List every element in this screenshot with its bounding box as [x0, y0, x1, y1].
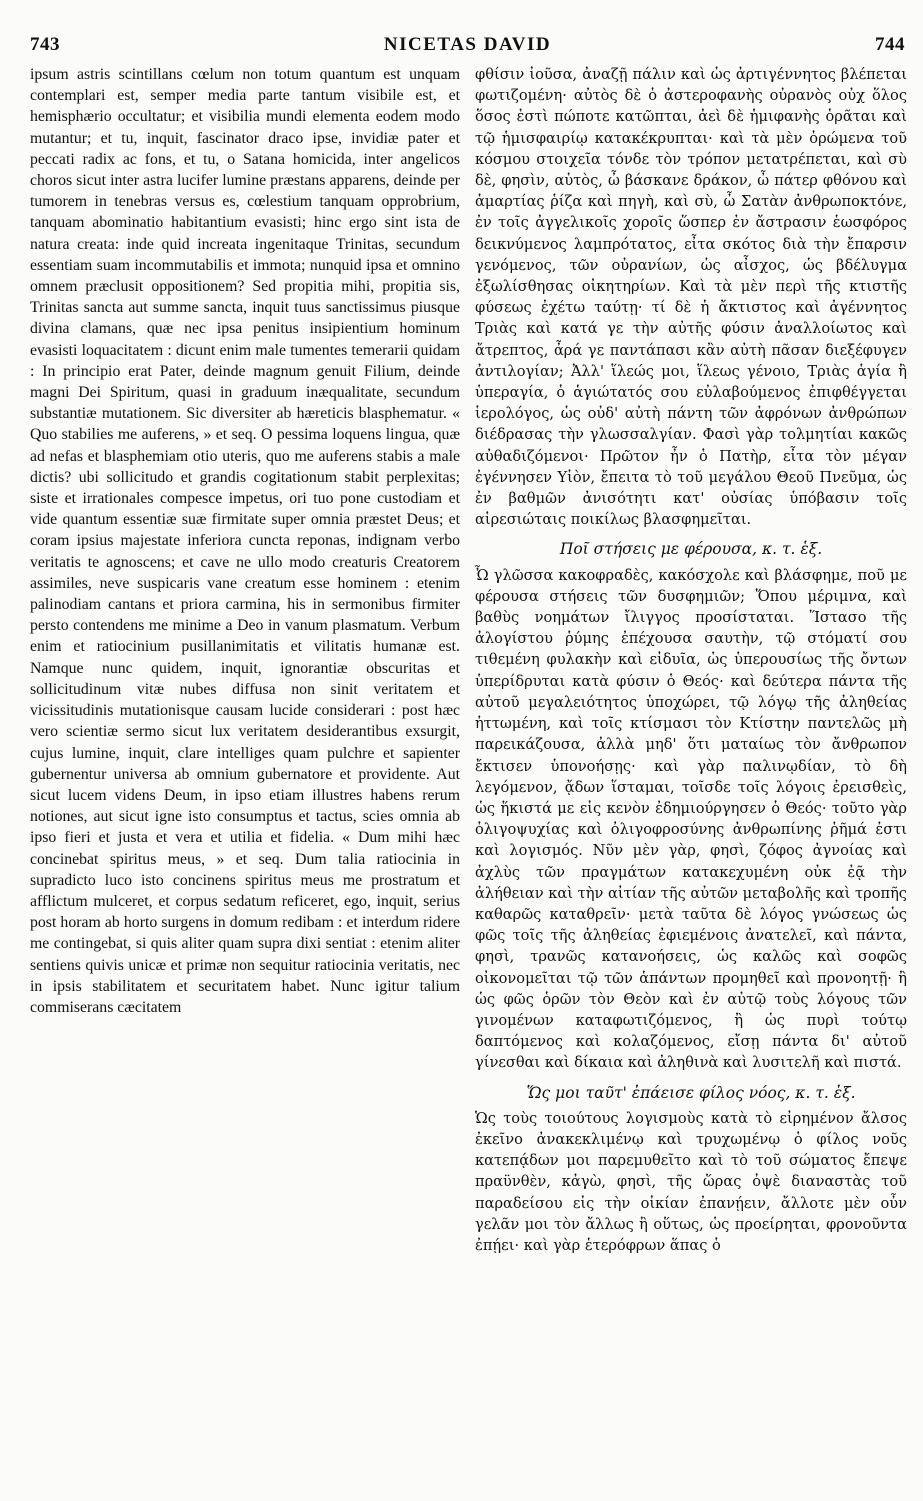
greek-lemma-2: Ὥς μοι ταῦτ' ἐπάεισε φίλος νόος, κ. τ. ἑξ.	[526, 1083, 856, 1102]
greek-column	[475, 64, 907, 1493]
greek-paragraph-1: φθίσιν ἰοῦσα, ἀναζῇ πάλιν καὶ ὡς ἀρτιγέννητος βλέπεται φωτιζομένη· αὐτὸς δὲ ὁ ἀστεροφανὴς οὐρανὸς οὐχ ὅλος ὅσος ἐστὶ πώποτε κατῶπται, ἀεὶ δὲ ἡμιφανὴς ὁρᾶται καὶ τῷ ἡμισφαιρίῳ κατακέκρυπται· καὶ τὰ μὲν ὁρώμενα τοῦ κόσμου στοιχεῖα τόνδε τὸν τρόπον μετατρέπεται, καὶ σὺ δὲ, φησὶν, αὐτὸς, ὦ βάσκανε δράκον, ὦ πάτερ φθόνου καὶ ἁμαρτίας ῥίζα καὶ πηγὴ, καὶ σὺ, ὦ Σατὰν ἀνθρωποκτόνε, ἐν τοῖς ἀγγελικοῖς χοροῖς ὥσπερ ἐν ἄστρασιν ἑωσφόρος δεικνύμενος λαμπρότατος, εἶτα σκότος διὰ τὴν ἔπαρσιν γενόμενος, τῶν οὐρανίων, ὡς αἶσχος, ὡς βδέλυγμα ἐξωλίσθησας οἰκητηρίων. Καὶ τὰ μὲν περὶ τῆς κτιστῆς φύσεως ἐχέτω ταύτῃ· τί δὲ ἡ ἄκτιστος καὶ ἀγέννητος Τριὰς καὶ κατά γε τὴν αὐτῆς φύσιν ἀναλλοίωτος καὶ ἄτρεπτος, ἆρά γε παντάπασι κἂν αὐτὴ πᾶσαν διεξέφυγεν ἀντιλογίαν; Ἀλλ' ἵλεώς μοι, ἵλεως γένοιο, Τριὰς ἁγία ἢ ὑπεραγία, ὁ ἁγιώτατός σου εὐλαβούμενος ἐπιφθέγγεται ἱερολόγος, ὡς οὐδ' αὐτὴ πάντη τῶν ἀφρόνων ἀνθρώπων διέδρασας τὴν γλωσσαλγίαν. Φασὶ γὰρ τολμητίαι κακῶς αὐθαδιζόμενοι· Πρῶτον ἦν ὁ Πατὴρ, εἶτα τὸν μέγαν ἐγέννησεν Υἱὸν, ἔπειτα τὸ τοῦ μεγάλου Θεοῦ Πνεῦμα, ὡς ἐν βαθμῶν ἀνισότητι κατ' οὐσίας ὑπόβασιν τοῖς αἱρεσιώταις ποικίλως βλασφημεῖται.	[475, 66, 907, 529]
latin-column	[30, 64, 460, 1493]
page-number-right: 744	[874, 34, 905, 55]
greek-paragraph-2: Ὦ γλῶσσα κακοφραδὲς, κακόσχολε καὶ βλάσφημε, ποῦ με φέρουσα στήσεις τῶν δυσφημιῶν; Ὅπου μέριμνα, καὶ βαθὺς νοημάτων ἴλιγγος προσίσταται. Ἵστασο τῆς ἀλογίστου ῥύμης ἐπέχουσα σαυτὴν, τῷ στόματί σου τιθεμένη φυλακὴν καὶ εἰδυῖα, ὡς ὑπερουσίως τῆς ὄντων ὑπερίδρυται κατὰ φύσιν ὁ Θεός· καὶ δεύτερα πάντα τῆς αὐτοῦ μεγαλειότητος ὑποχώρει, τῷ λόγῳ τῆς ἀληθείας ἡττωμένη, καὶ τοῖς κτίσμασι τὸν Κτίστην παντελῶς μὴ παρεικάζουσα, ἀλλὰ μηδ' ὅτι ματαίως τὸν ἄνθρωπον ἔκτισεν ὑπονοήσῃς· καὶ γὰρ παλινῳδίαν, τὸ δὴ λεγόμενον, ᾄδων ἵσταμαι, τοῖσδε τοῖς λόγοις ἐρεισθεὶς, ὡς ἥκιστά με εἰς κενὸν ἐδημιούργησεν ὁ Θεός· τοῦτο γὰρ ὀλιγοψυχίας καὶ ὀλιγοφροσύνης ἀνθρωπίνης ῥῆμά ἐστι καὶ λογισμός. Νῦν μὲν γὰρ, φησὶ, ζόφος ἀγνοίας καὶ ἀχλὺς τῶν πραγμάτων κατακεχυμένη οὐκ ἐᾷ τὴν ἀλήθειαν καὶ τὴν αἰτίαν τῆς αὐτῶν μεταβολῆς καὶ τροπῆς καθαρῶς καταθρεῖν· μετὰ ταῦτα δὲ λόγος γνώσεως ὡς φῶς τοῖς τῆς ἀληθείας ἐφιεμένοις ἀνατελεῖ, καὶ πάντα, φησὶ, τρανῶς κατανοήσεις, ὡς καλῶς καὶ σοφῶς οἰκονομεῖται τῷ τῶν ἁπάντων προμηθεῖ καὶ προνοητῇ· ἢ ὡς φῶς ὁρῶν τὸν Θεὸν καὶ ἐν αὐτῷ τοὺς λόγους τῶν γινομένων καταφωτιζόμενος, ἢ ὡς πυρὶ τούτῳ δαπτόμενος καὶ κολαζόμενος, εἴσῃ πάντα δι' αὐτοῦ γίνεσθαι καὶ δίκαια καὶ ἀληθινὰ καὶ λυσιτελῆ καὶ πιστά.	[475, 566, 907, 1072]
greek-paragraph-3: Ὡς τοὺς τοιούτους λογισμοὺς κατὰ τὸ εἰρημένον ἄλσος ἐκεῖνο ἀνακεκλιμένῳ καὶ τρυχωμένῳ ὁ φίλος νοῦς κατεπᾴδων μοι παρεμυθεῖτο καὶ τὸ τοῦ σώματος ἔπεψε πραϋνθὲν, κἀγὼ, φησὶ, τῆς ὥρας ὀψὲ διαναστὰς τοῦ παραδείσου εἰς τὴν οἰκίαν ἐπανῄειν, ἄλλοτε μὲν οὖν γελᾶν μοι τὸν ἄλλως ἢ οὕτως, ὡς προείρηται, φρονοῦντα ἐπῄει· καὶ γὰρ ἑτερόφρων ἅπας ὁ	[475, 1109, 907, 1254]
latin-text: ipsum astris scintillans cœlum non totum quantum est unquam contemplari est, semper media parte tantum visibile est, et hemisphærio occultatur; et visibilia mundi elementa eodem modo mutantur; et tu, inquit, fascinator draco ipse, invidiæ pater et peccati radix ac fons, et tu, o Satana homicida, inter angelicos choros sicut inter astra lucifer lumine præstans apparens, deinde per tumorem in tenebras versus es, cœlestium tanquam opprobrium, tanquam abominatio habitantium evasisti; hinc ergo sint ista de natura creata: inde quid increata ingenitaque Trinitas, secundum essentiam suam incommutabilis et immota; nunquid ipsa et omnino omnem præclusit oppositionem? Sed propitia mihi, propitia sis, Trinitas sancta aut summe sancta, inquit tuus sanctissimus piusque divina clamans, quæ nec ipsa penitus insipientium hominum evasisti loquacitatem : dicunt enim male tumentes temerarii quidam : In principio erat Pater, deinde magnum genuit Filium, deinde magni Dei Spiritum, quasi in graduum inæqualitate, secundum substantiæ mutationem. Sic diversiter ab hæreticis blasphematur. « Quo stabilies me auferens, » et seq. O pessima loquens lingua, quæ ad nefas et blasphemiam otio uteris, quo me auferens stabis a male dictis? ubi sollicitudo et grandis cogitationum stabit perplexitas; siste et irrationales compesce impetus, ori tuo pone custodiam et vide quantum essentiæ suæ firmitate super omnia præstet Deus; et coram ipsius majestate inferiora cuncta reponas, indignam verbo veritatis te agnoscens; et cave ne ullo modo creaturis Creatorem assimiles, neve suspicaris vane creatum esse hominem : etenim palinodiam cantans et priora carmina, his in sermonibus firmiter persto contendens me minime a Deo in vanum plasmatum. Verbum enim et ratiocinium pusillanimitatis et vilitatis humanæ est. Namque nunc quidem, inquit, ignorantiæ obscuritas et sollicitudinum vitæ nubes diffusa non sinit veritatem et vicissitudinis mutationisque causam lucide considerari : post hæc vero scientiæ sermo sicut lux veritatem desiderantibus exsurgit, cujus lumine, inquit, clare intelliges quam pulchre et sapienter gubernentur universa ab omnium gubernatore et providente. Aut sicut lucem videns Deum, in ipso etiam illustres habens rerum notiones, aut sicut igne isto consumptus et tactus, scies omnia ab ipso fieri et justa et vera et utilia et fidelia. « Dum mihi hæc concinebat spiritus meus, » et seq. Dum talia ratiocinia in supradicto luco isto concinens spiritus meus me prostratum et afflictum mulceret, et corpus sedatum reficeret, ego, inquit, serius post horam ab horto surgens in domum redibam : et interdum ridere me contingebat, si quis aliter quam supra dixi sentiat : etenim aliter sentiens quivis unicæ et primæ non sequitur ratiocinia veritatis, nec in ipsis stabilitatem et securitatem habet. Nunc igitur talium commiserans cæcitatem	[30, 66, 460, 1016]
greek-lemma-1: Ποῖ στήσεις με φέρουσα, κ. τ. ἑξ.	[559, 540, 823, 559]
running-title: NICETAS DAVID	[383, 34, 552, 55]
page-number-left: 743	[30, 34, 60, 55]
running-header	[30, 30, 905, 60]
